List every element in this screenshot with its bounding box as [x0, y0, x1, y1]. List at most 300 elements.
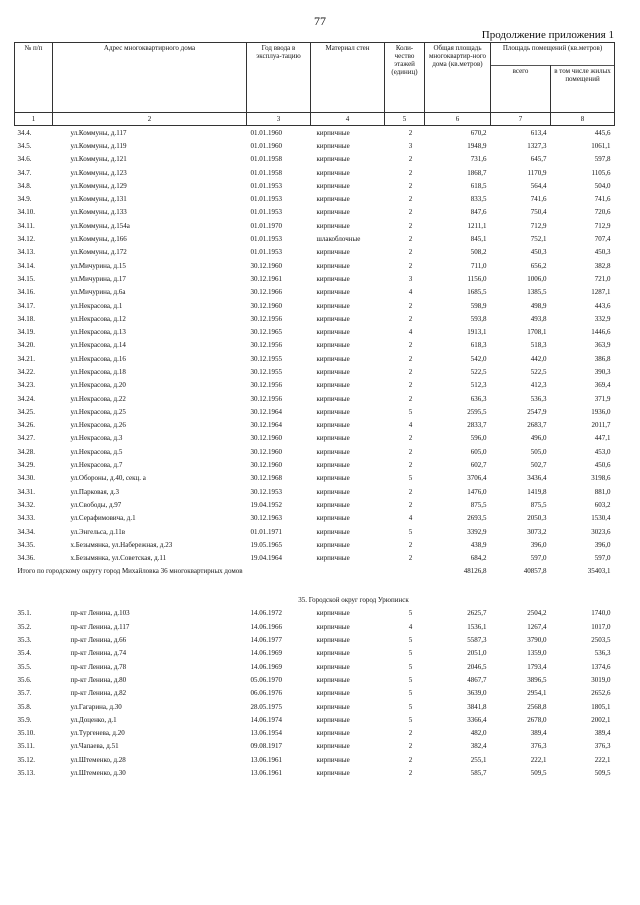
- cell-year: 19.04.1964: [250, 554, 282, 563]
- header-no: № п/п: [15, 43, 53, 113]
- cell-year: 14.06.1969: [250, 649, 282, 658]
- cell-area-residential: 382,8: [594, 261, 611, 270]
- cell-area-all: 564,4: [530, 181, 547, 190]
- table-row: [15, 325, 615, 338]
- cell-total-area: 598,9: [470, 301, 487, 310]
- cell-number: 35.1.: [17, 609, 32, 618]
- cell-floors: 2: [408, 769, 413, 777]
- cell-area-all: 1267,4: [527, 622, 547, 631]
- cell-address: ул.Некрасова, д.7: [70, 461, 123, 470]
- total-all-sum: 40857,8: [523, 566, 547, 575]
- cell-year: 09.08.1917: [250, 742, 282, 751]
- cell-total-area: 618,3: [470, 341, 487, 350]
- cell-area-residential: 447,1: [594, 434, 611, 443]
- cell-address: ул.Некрасова, д.26: [70, 421, 126, 430]
- cell-area-all: 496,0: [530, 434, 547, 443]
- cell-material: шлакоблочные: [316, 235, 361, 244]
- cell-address: ул.Некрасова, д.13: [70, 328, 126, 337]
- column-number: 5: [385, 113, 425, 126]
- cell-area-residential: 597,8: [594, 155, 611, 164]
- cell-area-all: 2678,0: [527, 715, 547, 724]
- cell-floors: 2: [408, 729, 413, 738]
- cell-number: 34.31.: [17, 487, 35, 496]
- header-all: всего: [491, 66, 551, 113]
- cell-area-residential: 450,6: [594, 461, 611, 470]
- cell-area-all: 613,4: [530, 128, 547, 137]
- cell-year: 30.12.1964: [250, 421, 282, 430]
- cell-address: ул.Гагарина, д.30: [70, 702, 122, 711]
- cell-address: ул.Коммуны, д.119: [70, 141, 127, 150]
- header-premises-area: Площадь помещений (кв.метров): [491, 43, 615, 66]
- cell-area-all: 2683,7: [527, 421, 547, 430]
- cell-floors: 5: [408, 636, 413, 645]
- cell-total-area: 1913,1: [467, 328, 487, 337]
- cell-total-area: 1211,1: [467, 221, 487, 230]
- cell-address: ул.Коммуны, д.133: [70, 208, 127, 217]
- cell-area-all: 493,8: [530, 314, 547, 323]
- cell-material: кирпичные: [316, 314, 350, 323]
- cell-total-area: 512,3: [470, 381, 487, 390]
- cell-number: 35.13.: [17, 769, 35, 777]
- cell-floors: 2: [408, 341, 413, 350]
- column-numbers-row: [15, 113, 615, 126]
- cell-area-residential: 376,3: [594, 742, 611, 751]
- cell-number: 34.13.: [17, 248, 35, 257]
- cell-material: кирпичные: [316, 407, 350, 416]
- cell-floors: 5: [408, 407, 413, 416]
- cell-address: пр-кт Ленина, д.82: [70, 689, 127, 698]
- cell-total-area: 2833,7: [467, 421, 487, 430]
- cell-material: кирпичные: [316, 168, 350, 177]
- table-row: [15, 153, 615, 166]
- cell-material: кирпичные: [316, 527, 350, 536]
- cell-year: 01.01.1953: [250, 208, 282, 217]
- cell-total-area: 684,2: [470, 554, 487, 563]
- cell-floors: 4: [408, 622, 413, 631]
- cell-floors: 4: [408, 514, 413, 523]
- cell-area-residential: 720,6: [594, 208, 611, 217]
- table-row: [15, 432, 615, 445]
- cell-area-residential: 450,3: [594, 248, 611, 257]
- cell-total-area: 845,1: [470, 235, 487, 244]
- table-row: [15, 458, 615, 471]
- cell-area-all: 712,9: [530, 221, 547, 230]
- cell-floors: 5: [408, 715, 413, 724]
- table-body-mikhaylovka: [15, 126, 615, 565]
- table-row: [15, 312, 615, 325]
- cell-number: 35.5.: [17, 662, 32, 671]
- cell-floors: 2: [408, 301, 413, 310]
- cell-floors: 4: [408, 288, 413, 297]
- cell-material: кирпичные: [316, 288, 350, 297]
- table-row: [15, 713, 615, 726]
- cell-number: 34.5.: [17, 141, 32, 150]
- cell-area-residential: 2503,5: [591, 636, 611, 645]
- cell-floors: 3: [408, 274, 413, 283]
- total-label: Итого по городскому округу город Михайловка 36 многоквартирных домов: [17, 566, 243, 575]
- cell-year: 13.06.1961: [250, 769, 282, 777]
- cell-year: 13.06.1954: [250, 729, 282, 738]
- cell-total-area: 593,8: [470, 314, 487, 323]
- cell-material: кирпичные: [316, 742, 350, 751]
- cell-total-area: 3639,0: [467, 689, 487, 698]
- cell-number: 34.7.: [17, 168, 32, 177]
- cell-floors: 5: [408, 527, 413, 536]
- cell-total-area: 833,5: [470, 195, 487, 204]
- cell-year: 05.06.1970: [250, 675, 282, 684]
- cell-year: 14.06.1966: [250, 622, 282, 631]
- cell-year: 06.06.1976: [250, 689, 282, 698]
- cell-total-area: 605,0: [470, 447, 487, 456]
- cell-floors: 5: [408, 649, 413, 658]
- cell-number: 34.17.: [17, 301, 35, 310]
- table-row: [15, 139, 615, 152]
- cell-area-all: 376,3: [530, 742, 547, 751]
- cell-material: кирпичные: [316, 421, 350, 430]
- cell-area-all: 450,3: [530, 248, 547, 257]
- cell-area-residential: 1105,6: [591, 168, 611, 177]
- cell-total-area: 542,0: [470, 354, 487, 363]
- cell-area-residential: 389,4: [594, 729, 611, 738]
- cell-year: 30.12.1968: [250, 474, 282, 483]
- cell-year: 14.06.1974: [250, 715, 282, 724]
- cell-area-residential: 371,9: [594, 394, 611, 403]
- cell-area-all: 1385,5: [527, 288, 547, 297]
- cell-year: 01.01.1953: [250, 248, 282, 257]
- cell-floors: 4: [408, 328, 413, 337]
- cell-address: пр-кт Ленина, д.103: [70, 609, 130, 618]
- cell-total-area: 482,0: [470, 729, 487, 738]
- cell-area-residential: 1740,0: [591, 609, 611, 618]
- cell-area-all: 750,4: [530, 208, 547, 217]
- cell-address: ул.Коммуны, д.121: [70, 155, 127, 164]
- cell-area-residential: 1374,6: [591, 662, 611, 671]
- cell-material: кирпичные: [316, 447, 350, 456]
- cell-area-all: 645,7: [530, 155, 547, 164]
- cell-material: кирпичные: [316, 155, 350, 164]
- cell-number: 34.19.: [17, 328, 35, 337]
- cell-area-all: 2568,8: [527, 702, 547, 711]
- cell-total-area: 3392,9: [467, 527, 487, 536]
- cell-number: 35.4.: [17, 649, 32, 658]
- cell-area-residential: 2011,7: [591, 421, 611, 430]
- table-row: [15, 633, 615, 646]
- cell-area-all: 741,6: [530, 195, 547, 204]
- cell-total-area: 522,5: [470, 367, 487, 376]
- cell-area-all: 875,5: [530, 500, 547, 509]
- cell-address: ул.Свободы, д.97: [70, 500, 122, 509]
- cell-floors: 2: [408, 381, 413, 390]
- cell-address: ул.Энгельса, д.11в: [70, 527, 126, 536]
- table-row: [15, 660, 615, 673]
- cell-address: ул.Тургенева, д.20: [70, 729, 125, 738]
- cell-total-area: 847,6: [470, 208, 487, 217]
- cell-number: 34.12.: [17, 235, 35, 244]
- table-row: [15, 179, 615, 192]
- cell-area-all: 3436,4: [527, 474, 547, 483]
- cell-address: ул.Коммуны, д.117: [70, 128, 127, 137]
- cell-floors: 5: [408, 675, 413, 684]
- cell-area-all: 1170,9: [527, 168, 547, 177]
- cell-number: 34.25.: [17, 407, 35, 416]
- cell-floors: 5: [408, 689, 413, 698]
- table-row: [15, 552, 615, 565]
- cell-address: ул.Коммуны, д.154а: [70, 221, 130, 230]
- cell-area-residential: 536,3: [594, 649, 611, 658]
- cell-floors: 2: [408, 181, 413, 190]
- cell-material: кирпичные: [316, 367, 350, 376]
- cell-area-residential: 1530,4: [591, 514, 611, 523]
- cell-floors: 2: [408, 354, 413, 363]
- table-row: [15, 498, 615, 511]
- cell-material: кирпичные: [316, 540, 350, 549]
- cell-area-all: 498,9: [530, 301, 547, 310]
- cell-address: ул.Некрасова, д.25: [70, 407, 126, 416]
- cell-material: кирпичные: [316, 354, 350, 363]
- table-header: [15, 43, 615, 126]
- cell-number: 34.34.: [17, 527, 35, 536]
- column-number: 7: [491, 113, 551, 126]
- cell-year: 19.05.1965: [250, 540, 282, 549]
- cell-area-residential: 603,2: [594, 500, 611, 509]
- cell-total-area: 2595,5: [467, 407, 487, 416]
- cell-area-residential: 1936,0: [591, 407, 611, 416]
- cell-area-residential: 332,9: [594, 314, 611, 323]
- table-row: [15, 392, 615, 405]
- cell-area-residential: 443,6: [594, 301, 611, 310]
- table-row: [15, 405, 615, 418]
- cell-year: 01.01.1970: [250, 221, 282, 230]
- cell-address: ул.Парковая, д.3: [70, 487, 119, 496]
- cell-area-residential: 445,6: [594, 128, 611, 137]
- cell-number: 34.28.: [17, 447, 35, 456]
- cell-area-residential: 1061,1: [591, 141, 611, 150]
- cell-area-residential: 881,0: [594, 487, 611, 496]
- cell-material: кирпичные: [316, 461, 350, 470]
- cell-area-residential: 3198,6: [591, 474, 611, 483]
- cell-area-all: 1708,1: [527, 328, 547, 337]
- cell-material: кирпичные: [316, 514, 350, 523]
- table-row: [15, 673, 615, 686]
- cell-address: ул.Мичурина, д.6а: [70, 288, 126, 297]
- table-row: [15, 219, 615, 232]
- cell-floors: 2: [408, 221, 413, 230]
- cell-material: кирпичные: [316, 755, 350, 764]
- cell-material: кирпичные: [316, 195, 350, 204]
- cell-year: 14.06.1969: [250, 662, 282, 671]
- cell-total-area: 2046,5: [467, 662, 487, 671]
- cell-floors: 2: [408, 208, 413, 217]
- cell-address: ул.Некрасова, д.14: [70, 341, 126, 350]
- cell-total-area: 2051,0: [467, 649, 487, 658]
- cell-year: 01.01.1960: [250, 128, 282, 137]
- cell-total-area: 2693,5: [467, 514, 487, 523]
- cell-number: 35.9.: [17, 715, 32, 724]
- cell-area-residential: 386,8: [594, 354, 611, 363]
- cell-material: кирпичные: [316, 675, 350, 684]
- table-row: [15, 286, 615, 299]
- cell-total-area: 4867,7: [467, 675, 487, 684]
- cell-total-area: 1868,7: [467, 168, 487, 177]
- cell-area-residential: 712,9: [594, 221, 611, 230]
- cell-floors: 2: [408, 461, 413, 470]
- cell-total-area: 5587,3: [467, 636, 487, 645]
- cell-area-all: 502,7: [530, 461, 547, 470]
- cell-material: кирпичные: [316, 141, 350, 150]
- cell-area-residential: 390,3: [594, 367, 611, 376]
- cell-address: ул.Штеменко, д.28: [70, 755, 126, 764]
- cell-area-all: 2954,1: [527, 689, 547, 698]
- cell-number: 34.22.: [17, 367, 35, 376]
- cell-address: х.Безымянка, ул.Советская, д.11: [70, 554, 167, 563]
- cell-material: кирпичные: [316, 261, 350, 270]
- cell-total-area: 636,3: [470, 394, 487, 403]
- cell-address: ул.Некрасова, д.3: [70, 434, 123, 443]
- cell-number: 35.3.: [17, 636, 32, 645]
- cell-area-all: 509,5: [530, 769, 547, 777]
- cell-floors: 5: [408, 609, 413, 618]
- cell-address: пр-кт Ленина, д.117: [70, 622, 130, 631]
- table-row: [15, 647, 615, 660]
- table-row: [15, 126, 615, 140]
- cell-number: 34.9.: [17, 195, 32, 204]
- cell-total-area: 618,5: [470, 181, 487, 190]
- cell-area-all: 1793,4: [527, 662, 547, 671]
- cell-year: 30.12.1960: [250, 461, 282, 470]
- cell-floors: 2: [408, 755, 413, 764]
- cell-area-all: 752,1: [530, 235, 547, 244]
- cell-number: 34.16.: [17, 288, 35, 297]
- table-row: [15, 352, 615, 365]
- cell-floors: 5: [408, 702, 413, 711]
- cell-address: ул.Некрасова, д.5: [70, 447, 123, 456]
- table-summary: [15, 565, 615, 607]
- table-row: [15, 419, 615, 432]
- cell-number: 34.35.: [17, 540, 35, 549]
- cell-number: 34.11.: [17, 221, 35, 230]
- cell-address: ул.Серафимовича, д.1: [70, 514, 136, 523]
- table-row: [15, 246, 615, 259]
- cell-number: 35.11.: [17, 742, 35, 751]
- cell-area-residential: 1017,0: [591, 622, 611, 631]
- cell-address: пр-кт Ленина, д.74: [70, 649, 127, 658]
- cell-material: кирпичные: [316, 649, 350, 658]
- cell-total-area: 1156,0: [467, 274, 487, 283]
- table-row: [15, 607, 615, 620]
- cell-number: 34.21.: [17, 354, 35, 363]
- cell-material: кирпичные: [316, 702, 350, 711]
- cell-area-all: 412,3: [530, 381, 547, 390]
- cell-year: 30.12.1955: [250, 354, 282, 363]
- table-row: [15, 753, 615, 766]
- cell-year: 30.12.1953: [250, 487, 282, 496]
- cell-year: 30.12.1956: [250, 314, 282, 323]
- cell-total-area: 731,6: [470, 155, 487, 164]
- cell-year: 14.06.1972: [250, 609, 282, 618]
- table-row: [15, 485, 615, 498]
- cell-area-residential: 2652,6: [591, 689, 611, 698]
- total-row: [15, 565, 615, 593]
- section-title: 35. Городской округ город Урюпинск: [298, 595, 409, 604]
- cell-area-residential: 363,9: [594, 341, 611, 350]
- cell-total-area: 438,9: [470, 540, 487, 549]
- cell-year: 30.12.1956: [250, 341, 282, 350]
- cell-number: 34.23.: [17, 381, 35, 390]
- table-row: [15, 339, 615, 352]
- cell-area-residential: 741,6: [594, 195, 611, 204]
- cell-area-all: 3896,5: [527, 675, 547, 684]
- cell-area-all: 3073,2: [527, 527, 547, 536]
- cell-area-residential: 369,4: [594, 381, 611, 390]
- cell-area-residential: 222,1: [594, 755, 611, 764]
- cell-material: кирпичные: [316, 328, 350, 337]
- cell-number: 34.8.: [17, 181, 32, 190]
- cell-year: 30.12.1966: [250, 288, 282, 297]
- cell-year: 30.12.1964: [250, 407, 282, 416]
- cell-address: ул.Коммуны, д.129: [70, 181, 127, 190]
- table-row: [15, 166, 615, 179]
- cell-total-area: 1536,1: [467, 622, 487, 631]
- cell-year: 01.01.1960: [250, 141, 282, 150]
- cell-material: кирпичные: [316, 394, 350, 403]
- cell-area-residential: 3019,0: [591, 675, 611, 684]
- cell-floors: 2: [408, 248, 413, 257]
- cell-total-area: 602,7: [470, 461, 487, 470]
- table-row: [15, 472, 615, 485]
- table-row: [15, 365, 615, 378]
- cell-material: кирпичные: [316, 341, 350, 350]
- cell-material: кирпичные: [316, 500, 350, 509]
- cell-number: 34.6.: [17, 155, 32, 164]
- cell-address: ул.Коммуны, д.123: [70, 168, 127, 177]
- cell-number: 34.29.: [17, 461, 35, 470]
- cell-area-all: 1419,8: [527, 487, 547, 496]
- cell-total-area: 1476,0: [467, 487, 487, 496]
- cell-area-residential: 1287,1: [591, 288, 611, 297]
- table-row: [15, 740, 615, 753]
- cell-area-all: 396,0: [530, 540, 547, 549]
- cell-area-all: 3790,0: [527, 636, 547, 645]
- table-row: [15, 700, 615, 713]
- table-row: [15, 687, 615, 700]
- cell-address: ул.Коммуны, д.131: [70, 195, 127, 204]
- cell-floors: 3: [408, 141, 413, 150]
- cell-total-area: 255,1: [470, 755, 487, 764]
- header-address: Адрес многоквартирного дома: [53, 43, 247, 113]
- table-row: [15, 232, 615, 245]
- cell-address: ул.Коммуны, д.172: [70, 248, 127, 257]
- table-row: [15, 445, 615, 458]
- cell-year: 30.12.1960: [250, 447, 282, 456]
- cell-year: 01.01.1953: [250, 181, 282, 190]
- cell-floors: 2: [408, 742, 413, 751]
- cell-material: кирпичные: [316, 208, 350, 217]
- cell-total-area: 508,2: [470, 248, 487, 257]
- cell-address: ул.Некрасова, д.20: [70, 381, 126, 390]
- table-row: [15, 379, 615, 392]
- cell-year: 30.12.1960: [250, 261, 282, 270]
- table-row: [15, 192, 615, 205]
- cell-total-area: 585,7: [470, 769, 487, 777]
- cell-number: 34.32.: [17, 500, 35, 509]
- cell-address: ул.Мичурина, д.17: [70, 274, 126, 283]
- header-year: Год ввода в эксплуа-тацию: [247, 43, 311, 113]
- cell-material: кирпичные: [316, 662, 350, 671]
- page-number: 77: [314, 14, 326, 28]
- cell-material: кирпичные: [316, 434, 350, 443]
- cell-material: кирпичные: [316, 487, 350, 496]
- header-total-area: Общая площадь многоквартир-ного дома (кв.метров): [425, 43, 491, 113]
